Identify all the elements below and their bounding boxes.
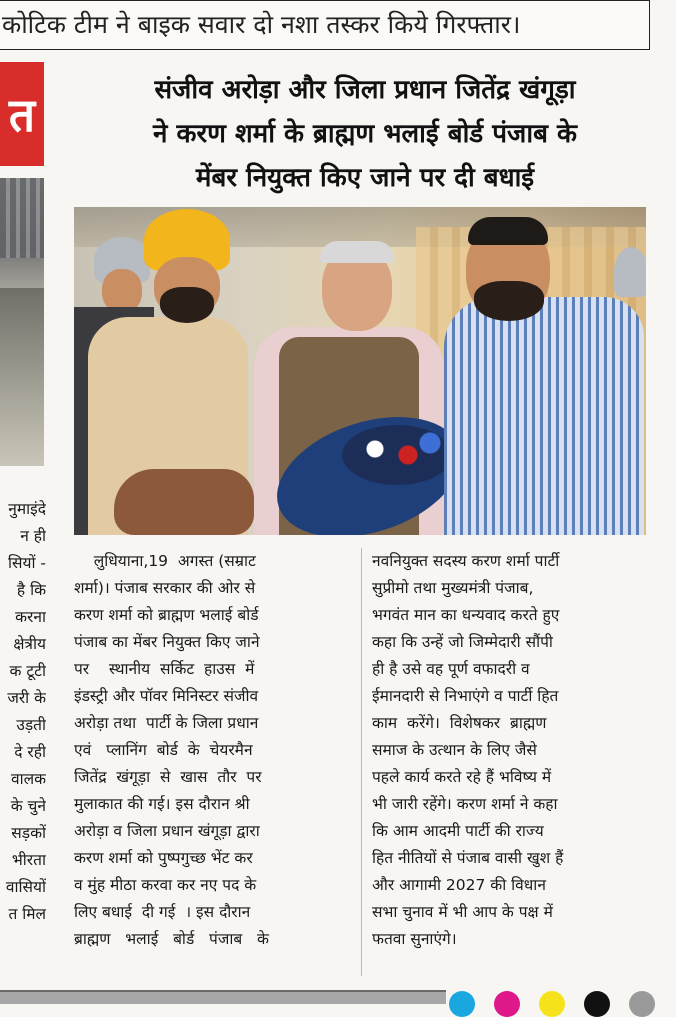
text-line: लुधियाना,19 अगस्त (सम्राट [74,552,256,570]
beard [160,287,214,323]
text-line: अरोड़ा व जिला प्रधान खंगूड़ा द्वारा [74,822,260,840]
text-line: क्षेत्रीय [13,635,46,653]
headline-line: मेंबर नियुक्त किए जाने पर दी बधाई [195,163,535,193]
damaged-road [0,288,44,466]
column-rule [361,548,362,976]
text-line: करण शर्मा को पुष्पगुच्छ भेंट कर [74,849,253,867]
text-line: लिए बधाई दी गई । इस दौरान [74,903,251,921]
text-line: ब्राह्मण भलाई बोर्ड पंजाब के [74,930,269,948]
bouquet-flowers [342,425,452,485]
grey-registration-dot [629,991,655,1017]
text-line: भी जारी रहेंगे। करण शर्मा ने कहा [372,795,558,813]
text-line: क टूटी [9,662,46,680]
text-line: न ही [20,527,46,545]
article-column-2 [372,548,648,953]
headline-line: ने करण शर्मा के ब्राह्मण भलाई बोर्ड पंजाब के [153,119,577,149]
text-line: त मिल [8,905,46,923]
text-line: जितेंद्र खंगूड़ा से खास तौर पर [74,768,262,786]
text-line: समाज के उत्थान के लिए जैसे [372,741,537,759]
text-line: नवनियुक्त सदस्य करण शर्मा पार्टी [372,552,560,570]
text-line: वासियों [5,878,46,896]
text-line: कहा कि उन्हें जो जिम्मेदारी सौंपी [372,633,553,651]
article-column-1 [74,548,350,953]
previous-headline-text: कोटिक टीम ने बाइक सवार दो नशा तस्कर किये गिरफ्तार। [2,10,521,39]
text-line: पहले कार्य करते रहे हैं भविष्य में [372,768,552,786]
text-line: के चुने [10,797,46,815]
text-line: करना [15,608,46,626]
text-line: नुमाइंदे [8,500,46,518]
text-line: पर स्थानीय सर्किट हाउस में [74,660,255,678]
footer-bar [0,990,446,1004]
text-line: हित नीतियों से पंजाब वासी खुश हैं [372,849,564,867]
text-line: सड़कों [11,824,46,842]
striped-shirt [444,297,644,535]
text-line: करण शर्मा को ब्राह्मण भलाई बोर्ड [74,606,259,624]
text-line: ईमानदारी से निभाएंगे व पार्टी हित [372,687,559,705]
article-headline [60,68,670,200]
adjacent-article-column [0,496,46,928]
black-hair [468,217,548,245]
pointing-hand [114,469,254,535]
text-line: फतवा सुनाएंगे। [372,930,457,948]
buildings-background [0,178,44,258]
text-line: दे रही [14,743,46,761]
text-line: कि आम आदमी पार्टी की राज्य [372,822,544,840]
previous-headline-strip [0,0,650,50]
text-line: ही है उसे वह पूर्ण वफादरी व [372,660,530,678]
adjacent-article-photo [0,178,44,466]
magenta-registration-dot [494,991,520,1017]
text-line: वालक [10,770,46,788]
text-line: अरोड़ा तथा पार्टी के जिला प्रधान [74,714,259,732]
beard [474,281,544,321]
yellow-registration-dot [539,991,565,1017]
text-line: है कि [16,581,46,599]
grey-hair [320,241,394,263]
text-line: व मुंह मीठा करवा कर नए पद के [74,876,257,894]
grey-turban [614,247,646,297]
text-line: भगवंत मान का धन्यवाद करते हुए [372,606,560,624]
text-line: जरी के [7,689,46,707]
text-line: काम करेंगे। विशेषकर ब्राह्मण [372,714,547,732]
text-line: एवं प्लानिंग बोर्ड के चेयरमैन [74,741,253,759]
text-line: मुलाकात की गई। इस दौरान श्री [74,795,250,813]
text-line: सभा चुनाव में भी आप के पक्ष में [372,903,553,921]
section-label-box: त [0,62,44,166]
black-registration-dot [584,991,610,1017]
text-line: सुप्रीमो तथा मुख्यमंत्री पंजाब, [372,579,534,597]
text-line: और आगामी 2027 की विधान [372,876,546,894]
text-line: शर्मा)। पंजाब सरकार की ओर से [74,579,256,597]
cyan-registration-dot [449,991,475,1017]
news-photo [74,207,646,535]
headline-line: संजीव अरोड़ा और जिला प्रधान जितेंद्र खंगूड़ा [154,75,576,105]
text-line: भीरता [11,851,46,869]
text-line: इंडस्ट्री और पॉवर मिनिस्टर संजीव [74,687,259,705]
text-line: पंजाब का मेंबर नियुक्त किए जाने [74,633,260,651]
text-line: सियों - [7,554,46,572]
text-line: उड़ती [16,716,46,734]
